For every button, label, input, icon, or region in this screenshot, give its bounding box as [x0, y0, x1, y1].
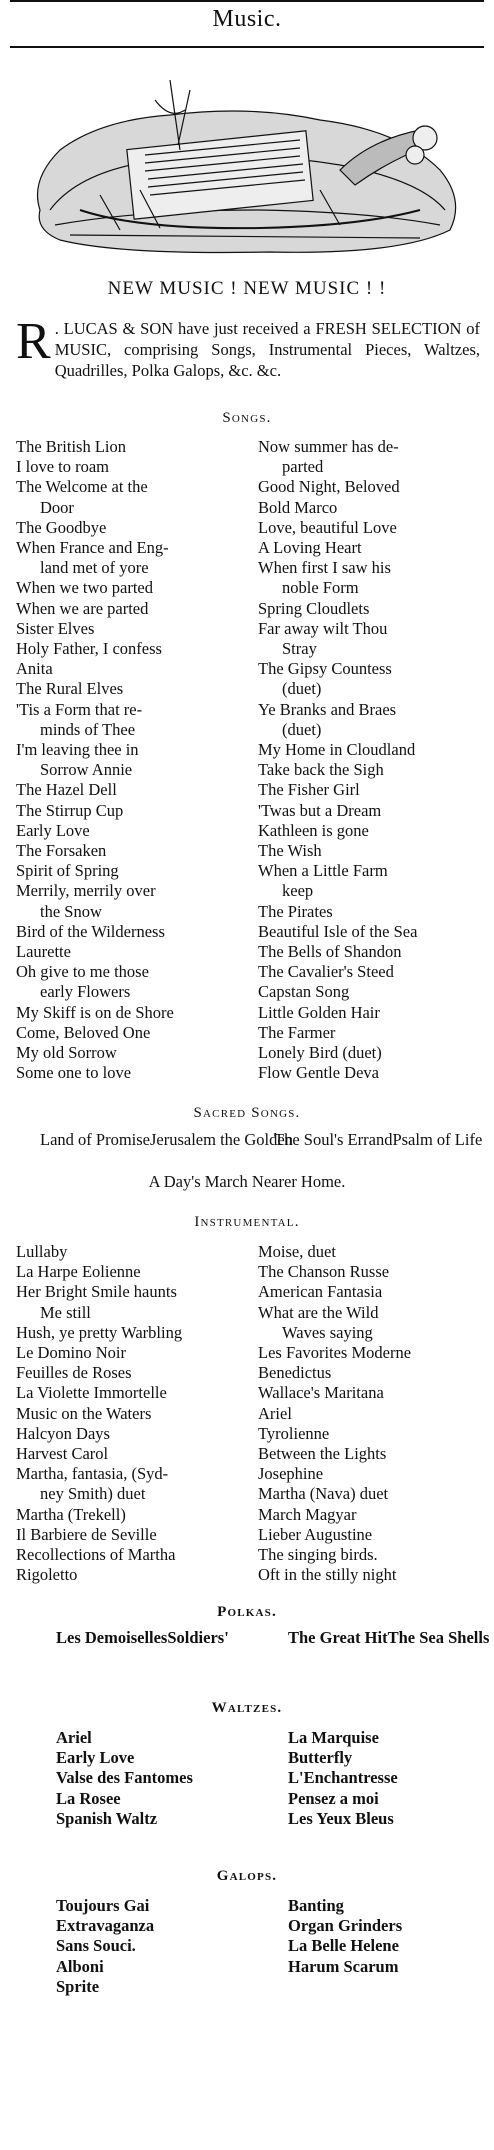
- list-item: The Stirrup Cup: [16, 800, 124, 820]
- headline: NEW MUSIC ! NEW MUSIC ! !: [107, 278, 387, 299]
- list-item: Oft in the stilly night: [258, 1565, 397, 1585]
- list-item: noble Form: [282, 578, 359, 598]
- list-item: Martha (Nava) duet: [258, 1484, 389, 1504]
- list-item: keep: [282, 881, 314, 901]
- list-item: Early Love: [56, 1748, 135, 1768]
- sacred-left-column: [40, 1130, 293, 1151]
- list-item: Sister Elves: [16, 618, 95, 638]
- list-item: I love to roam: [16, 457, 110, 477]
- list-item: Oh give to me those: [16, 962, 149, 982]
- list-item: Il Barbiere de Seville: [16, 1524, 157, 1544]
- waltzes-left-column: [56, 1728, 276, 1829]
- list-item: Jerusalem the Golden: [149, 1130, 293, 1149]
- list-item: land met of yore: [40, 558, 149, 578]
- list-item: The Hazel Dell: [16, 780, 117, 800]
- list-item: La Rosee: [56, 1788, 121, 1808]
- waltzes-right-column: [288, 1728, 488, 1829]
- list-item: The Goodbye: [16, 517, 107, 537]
- list-item: Le Domino Noir: [16, 1343, 126, 1363]
- songs-right-column: [258, 437, 488, 1084]
- list-item: Les Favorites Moderne: [258, 1343, 412, 1363]
- list-item: The Pirates: [258, 901, 333, 921]
- list-item: March Magyar: [258, 1504, 357, 1524]
- list-item: Waves saying: [282, 1322, 373, 1342]
- list-item: Les Yeux Bleus: [288, 1808, 394, 1828]
- list-item: Early Love: [16, 820, 90, 840]
- list-item: La Marquise: [288, 1728, 379, 1747]
- list-item: The Fisher Girl: [258, 780, 360, 800]
- list-item: My Skiff is on de Shore: [16, 1002, 174, 1022]
- list-item: Feuilles de Roses: [16, 1363, 132, 1383]
- list-item: Stray: [282, 639, 317, 659]
- list-item: Wallace's Maritana: [258, 1383, 384, 1403]
- list-item: The Forsaken: [16, 841, 107, 861]
- list-item: (duet): [282, 679, 322, 699]
- list-item: Valse des Fantomes: [56, 1768, 193, 1788]
- list-item: Alboni: [56, 1956, 104, 1976]
- list-item: Flow Gentle Deva: [258, 1063, 379, 1083]
- list-item: Between the Lights: [258, 1444, 387, 1464]
- list-item: Hush, ye pretty Warbling: [16, 1322, 183, 1342]
- list-item: Come, Beloved One: [16, 1022, 151, 1042]
- list-item: (duet): [282, 719, 322, 739]
- list-item: Good Night, Beloved: [258, 477, 400, 497]
- list-item: Extravaganza: [56, 1916, 155, 1936]
- top-border: [10, 0, 484, 2]
- list-item: The Rural Elves: [16, 679, 124, 699]
- title-rule: [10, 46, 484, 48]
- sacred-right-column: [274, 1130, 482, 1151]
- list-item: Martha, fantasia, (Syd-: [16, 1464, 169, 1484]
- list-item: The Great Hit: [288, 1628, 388, 1647]
- list-item: Spring Cloudlets: [258, 598, 370, 618]
- instrumental-heading: Instrumental.: [194, 1214, 300, 1230]
- list-item: Josephine: [258, 1464, 324, 1484]
- list-item: Me still: [40, 1302, 91, 1322]
- polkas-left-column: [56, 1628, 229, 1649]
- list-item: Far away wilt Thou: [258, 618, 388, 638]
- intro-text: . LUCAS & SON have just received a FRESH SELECTION of MUSIC, comprising Songs, Instrumental Pieces, Waltzes, Quadrilles, Polka Galops, &c. &c.: [54, 319, 480, 380]
- list-item: 'Twas but a Dream: [258, 800, 382, 820]
- list-item: Halcyon Days: [16, 1423, 110, 1443]
- list-item: Les Demoiselles: [56, 1628, 168, 1647]
- list-item: ney Smith) duet: [40, 1484, 146, 1504]
- list-item: Spanish Waltz: [56, 1808, 158, 1828]
- list-item: minds of Thee: [40, 719, 136, 739]
- list-item: Butterfly: [288, 1748, 353, 1768]
- list-item: Kathleen is gone: [258, 820, 369, 840]
- list-item: The Farmer: [258, 1022, 336, 1042]
- sacred-songs-heading: Sacred Songs.: [193, 1105, 301, 1121]
- list-item: My Home in Cloudland: [258, 740, 416, 760]
- list-item: Martha (Trekell): [16, 1504, 126, 1524]
- list-item: Lullaby: [16, 1242, 68, 1261]
- galops-right-column: [288, 1896, 488, 1977]
- list-item: Benedictus: [258, 1363, 332, 1383]
- list-item: When we two parted: [16, 578, 153, 598]
- list-item: When first I saw his: [258, 558, 391, 578]
- sacred-centered-title: A Day's March Nearer Home.: [148, 1172, 346, 1191]
- list-item: Rigoletto: [16, 1565, 78, 1585]
- list-item: Land of Promise: [40, 1130, 150, 1149]
- list-item: Organ Grinders: [288, 1916, 403, 1936]
- list-item: the Snow: [40, 901, 102, 921]
- list-item: La Violette Immortelle: [16, 1383, 167, 1403]
- list-item: Recollections of Martha: [16, 1545, 176, 1565]
- list-item: Sprite: [56, 1976, 100, 1996]
- intro-paragraph: [16, 313, 480, 381]
- list-item: Banting: [288, 1896, 344, 1915]
- list-item: Door: [40, 497, 74, 517]
- list-item: La Belle Helene: [288, 1936, 399, 1956]
- list-item: The singing birds.: [258, 1545, 378, 1565]
- list-item: Anita: [16, 659, 53, 679]
- list-item: Lieber Augustine: [258, 1524, 373, 1544]
- list-item: Pensez a moi: [288, 1788, 379, 1808]
- list-item: When we are parted: [16, 598, 149, 618]
- list-item: The Chanson Russe: [258, 1262, 390, 1282]
- list-item: The Sea Shells: [387, 1628, 490, 1647]
- list-item: I'm leaving thee in: [16, 740, 139, 760]
- list-item: A Loving Heart: [258, 538, 362, 558]
- drop-cap: R: [16, 313, 51, 370]
- list-item: Capstan Song: [258, 982, 350, 1002]
- list-item: My old Sorrow: [16, 1043, 117, 1063]
- list-item: Harum Scarum: [288, 1956, 399, 1976]
- list-item: When France and Eng-: [16, 538, 169, 558]
- list-item: L'Enchantresse: [288, 1768, 398, 1788]
- waltzes-heading: Waltzes.: [211, 1700, 283, 1716]
- list-item: The Bells of Shandon: [258, 942, 402, 962]
- list-item: Holy Father, I confess: [16, 639, 162, 659]
- list-item: Take back the Sigh: [258, 760, 384, 780]
- list-item: Some one to love: [16, 1063, 132, 1083]
- list-item: Bird of the Wilderness: [16, 921, 165, 941]
- songs-left-column: [16, 437, 248, 1084]
- songs-heading: Songs.: [222, 410, 272, 426]
- list-item: Ariel: [56, 1728, 92, 1747]
- list-item: Harvest Carol: [16, 1444, 109, 1464]
- list-item: Psalm of Life: [392, 1130, 483, 1149]
- polkas-heading: Polkas.: [217, 1604, 277, 1620]
- list-item: La Harpe Eolienne: [16, 1262, 141, 1282]
- list-item: Little Golden Hair: [258, 1002, 380, 1022]
- list-item: Love, beautiful Love: [258, 517, 397, 537]
- list-item: The British Lion: [16, 437, 126, 456]
- list-item: Sorrow Annie: [40, 760, 133, 780]
- galops-heading: Galops.: [216, 1868, 278, 1884]
- list-item: Bold Marco: [258, 497, 338, 517]
- page-title: Music.: [212, 6, 282, 32]
- list-item: The Cavalier's Steed: [258, 962, 394, 982]
- list-item: When a Little Farm: [258, 861, 388, 881]
- list-item: Her Bright Smile haunts: [16, 1282, 177, 1302]
- list-item: early Flowers: [40, 982, 131, 1002]
- list-item: Sans Souci.: [56, 1936, 136, 1956]
- list-item: 'Tis a Form that re-: [16, 699, 143, 719]
- galops-left-column: [56, 1896, 276, 1997]
- list-item: What are the Wild: [258, 1302, 379, 1322]
- list-item: Spirit of Spring: [16, 861, 119, 881]
- list-item: The Wish: [258, 841, 322, 861]
- polkas-right-column: [288, 1628, 489, 1649]
- list-item: The Soul's Errand: [274, 1130, 393, 1149]
- music-instruments-illustration: [20, 60, 474, 260]
- list-item: Beautiful Isle of the Sea: [258, 921, 418, 941]
- list-item: Ariel: [258, 1403, 292, 1423]
- list-item: Merrily, merrily over: [16, 881, 156, 901]
- list-item: Music on the Waters: [16, 1403, 152, 1423]
- list-item: Now summer has de-: [258, 437, 399, 456]
- list-item: Ye Branks and Braes: [258, 699, 397, 719]
- list-item: Lonely Bird (duet): [258, 1043, 382, 1063]
- list-item: Toujours Gai: [56, 1896, 150, 1915]
- list-item: American Fantasia: [258, 1282, 383, 1302]
- instrumental-right-column: [258, 1242, 490, 1585]
- list-item: Moise, duet: [258, 1242, 336, 1261]
- list-item: Laurette: [16, 942, 71, 962]
- list-item: The Gipsy Countess: [258, 659, 392, 679]
- list-item: The Welcome at the: [16, 477, 148, 497]
- list-item: parted: [282, 457, 324, 477]
- list-item: Soldiers': [167, 1628, 229, 1647]
- list-item: Tyrolienne: [258, 1423, 330, 1443]
- instrumental-left-column: [16, 1242, 256, 1585]
